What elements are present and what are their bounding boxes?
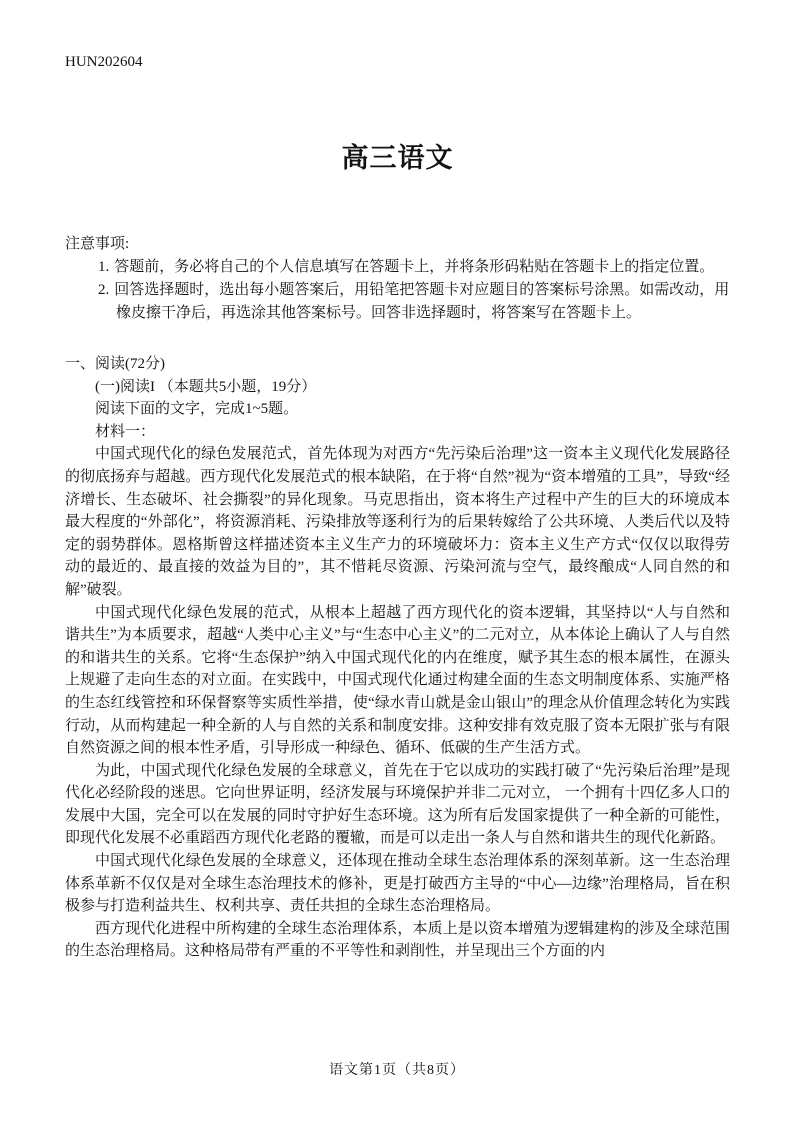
reading-instruction: 阅读下面的文字，完成1~5题。	[95, 401, 299, 418]
page-title: 高三语文	[341, 143, 454, 173]
notice-item-1-text: 答题前，务必将自己的个人信息填写在答题卡上，并将条形码粘贴在答题卡上的指定位置。	[114, 259, 715, 275]
reading-section	[65, 353, 730, 963]
notice-item-1	[65, 256, 730, 279]
material-label: 材料一：	[95, 423, 156, 440]
notice-item-2-text: 回答选择题时，选出每小题答案后，用铅笔把答题卡对应题目的答案标号涂黑。如需改动，用橡皮擦干净后，再选涂其他答案标号。回答非选择题时，将答案写在答题卡上。	[114, 282, 730, 321]
material-paragraph-2: 中国式现代化绿色发展的范式，从根本上超越了西方现代化的资本逻辑，其坚持以“人与自然和谐共生”为本质要求，超越“人类中心主义”与“生态中心主义”的二元对立，从本体论上确认了人与自然的和谐共生的关系。它将“生态保护”纳入中国式现代化的内在维度，赋予其生态的根本属性，在源头上规避了走向生态的对立面。在实践中，中国式现代化通过构建全面的生态文明制度体系、实施严格的生态红线管控和环保督察等实质性举措，使“绿水青山就是金山银山”的理念从价值理念转化为实践行动，从而构建起一种全新的人与自然的关系和制度安排。这种安排有效克服了资本无限扩张与有限自然资源之间的根本性矛盾，引导形成一种绿色、循环、低碳的生产生活方式。	[65, 604, 730, 757]
notice-item-2	[65, 279, 730, 325]
notice-heading: 注意事项:	[65, 236, 130, 252]
material-paragraph-1: 中国式现代化的绿色发展范式，首先体现为对西方“先污染后治理”这一资本主义现代化发展路径的彻底扬弃与超越。西方现代化发展范式的根本缺陷，在于将“自然”视为“资本增殖的工具”，导致“经济增长、生态破坏、社会撕裂”的异化现象。马克思指出，资本将生产过程中产生的巨大的环境成本最大程度的“外部化”，将资源消耗、污染排放等逐利行为的后果转嫁给了公共环境、人类后代以及特定的弱势群体。恩格斯曾这样描述资本主义生产力的环境破坏力：资本主义生产方式“仅仅以取得劳动的最近的、最直接的效益为目的”，其不惜耗尽资源、污染河流与空气，最终酿成“人同自然的和解”破裂。	[65, 446, 730, 598]
material-paragraph-5: 西方现代化进程中所构建的全球生态治理体系，本质上是以资本增殖为逻辑建构的涉及全球范围的生态治理格局。这种格局带有严重的不平等性和剥削性，并呈现出三个方面的内	[65, 920, 730, 960]
notice-item-1-number: 1.	[98, 259, 110, 275]
subsection-title: (一)阅读I （本题共5小题，19分）	[95, 378, 317, 395]
material-paragraph-4: 中国式现代化绿色发展的全球意义，还体现在推动全球生态治理体系的深刻革新。这一生态治理体系革新不仅仅是对全球生态治理技术的修补，更是打破西方主导的“中心—边缘”治理格局，旨在积极参与打造利益共生、权利共享、责任共担的全球生态治理格局。	[65, 853, 730, 915]
section-title: 一、阅读(72分)	[65, 356, 165, 372]
paper-code: HUN202604	[65, 54, 143, 70]
page-footer: 语文第1页（共8页）	[329, 1063, 465, 1078]
notice-item-2-number: 2.	[98, 282, 110, 298]
notice-section	[65, 233, 730, 325]
material-paragraph-3: 为此，中国式现代化绿色发展的全球意义，首先在于它以成功的实践打破了“先污染后治理”是现代化必经阶段的迷思。它向世界证明，经济发展与环境保护并非二元对立， 一个拥有十四亿多人口的发展中大国，完全可以在发展的同时守护好生态环境。这为所有后发国家提供了一种全新的可能性，即现代化发展不必重蹈西方现代化老路的覆辙，而是可以走出一条人与自然和谐共生的现代化新路。	[65, 762, 730, 847]
